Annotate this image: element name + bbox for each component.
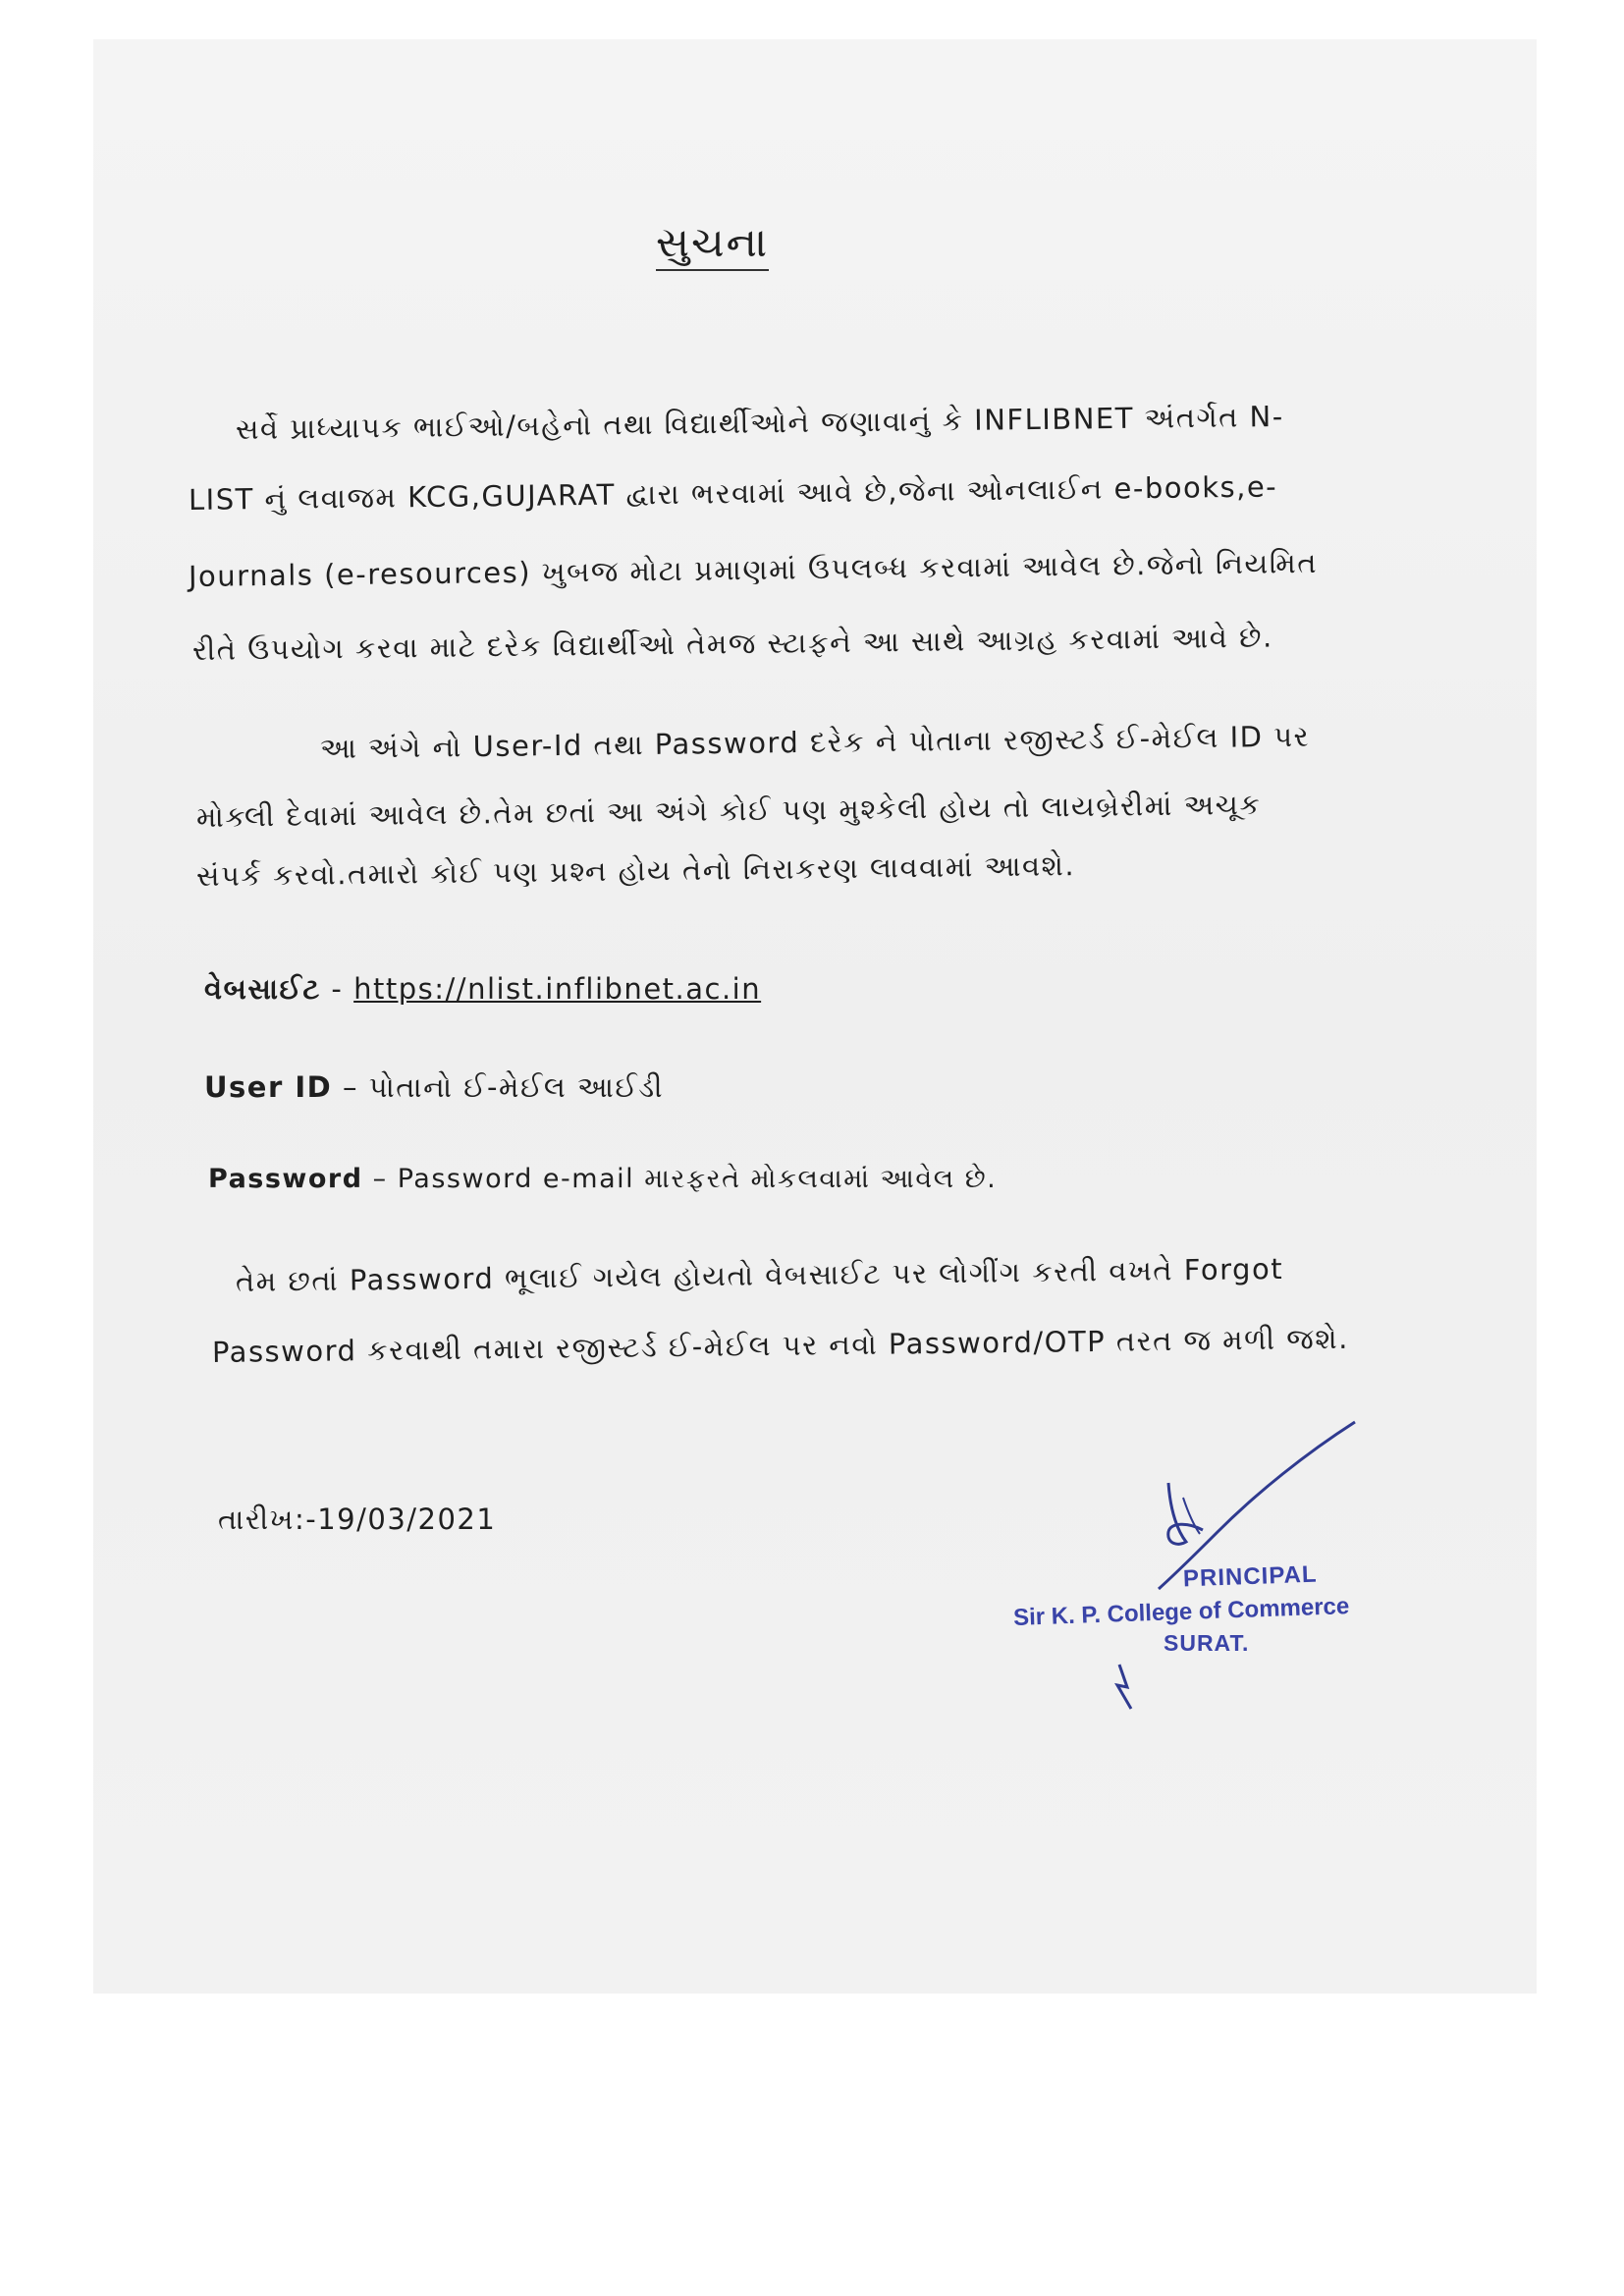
password-label: Password [208, 1164, 363, 1194]
userid-label: User ID [204, 1070, 333, 1104]
website-sep: - [320, 972, 354, 1006]
stamp-college: Sir K. P. College of Commerce [1012, 1593, 1350, 1631]
stamp-city: SURAT. [1164, 1630, 1250, 1656]
userid-line [204, 1070, 664, 1105]
password-sep: – [362, 1164, 398, 1194]
stamp-principal: PRINCIPAL [1182, 1560, 1318, 1593]
para2-line-2: મોક્લી દેવામાં આવેલ છે.તેમ છતાં આ અંગે કોઈ પણ મુશ્કેલી હોય તો લાયબ્રેરીમાં અચૂક [195, 787, 1262, 834]
website-link[interactable]: https://nlist.inflibnet.ac.in [353, 972, 762, 1006]
para2-line-3: સંપર્ક કરવો.તમારો કોઈ પણ પ્રશ્ન હોય તેનો નિરાકરણ લાવવામાં આવશે. [195, 848, 1076, 893]
para1-line-2: LIST નું લવાજમ KCG,GUJARAT દ્વારા ભરવામાં આવે છે,જેના ઓનલાઈન e-books,e- [188, 469, 1278, 517]
password-text: Password e-mail મારફરતે મોકલવામાં આવેલ છે. [397, 1164, 998, 1194]
userid-sep: – [332, 1070, 369, 1104]
para2-line-1: આ અંગે નો User-Id તથા Password દરેક ને પોતાના રજીસ્ટર્ડ ઈ-મેઈલ ID પર [319, 719, 1311, 765]
scanned-page [93, 39, 1537, 1994]
para1-line-3: Journals (e-resources) ખુબજ મોટા પ્રમાણમાં ઉપલબ્ધ કરવામાં આવેલ છે.જેનો નિયમિત [188, 545, 1319, 593]
para3-line-1: તેમ છતાં Password ભૂલાઈ ગયેલ હોયતો વેબસાઈટ પર લોગીંગ કરતી વખતે Forgot [235, 1251, 1284, 1298]
para1-line-4: રીતે ઉપયોગ કરવા માટે દરેક વિદ્યાર્થીઓ તેમજ સ્ટાફને આ સાથે આગ્રહ કરવામાં આવે છે. [191, 620, 1273, 667]
date-text: તારીખ:-19/03/2021 [218, 1503, 497, 1536]
notice-title: સુચના [656, 218, 769, 271]
website-line [204, 972, 761, 1007]
initial-mark [1110, 1660, 1149, 1719]
para1-line-1: સર્વે પ્રાધ્યાપક ભાઈઓ/બહેનો તથા વિદ્યાર્થીઓને જણાવાનું કે INFLIBNET અંતર્ગત N- [235, 399, 1284, 446]
password-line [208, 1164, 997, 1195]
userid-text: પોતાનો ઈ-મેઈલ આઈડી [368, 1070, 665, 1104]
para3-line-2: Password કરવાથી તમારા રજીસ્ટર્ડ ઈ-મેઈલ પર નવો Password/OTP તરત જ મળી જશે. [211, 1321, 1350, 1369]
website-label: વેબસાઈટ [204, 972, 321, 1006]
